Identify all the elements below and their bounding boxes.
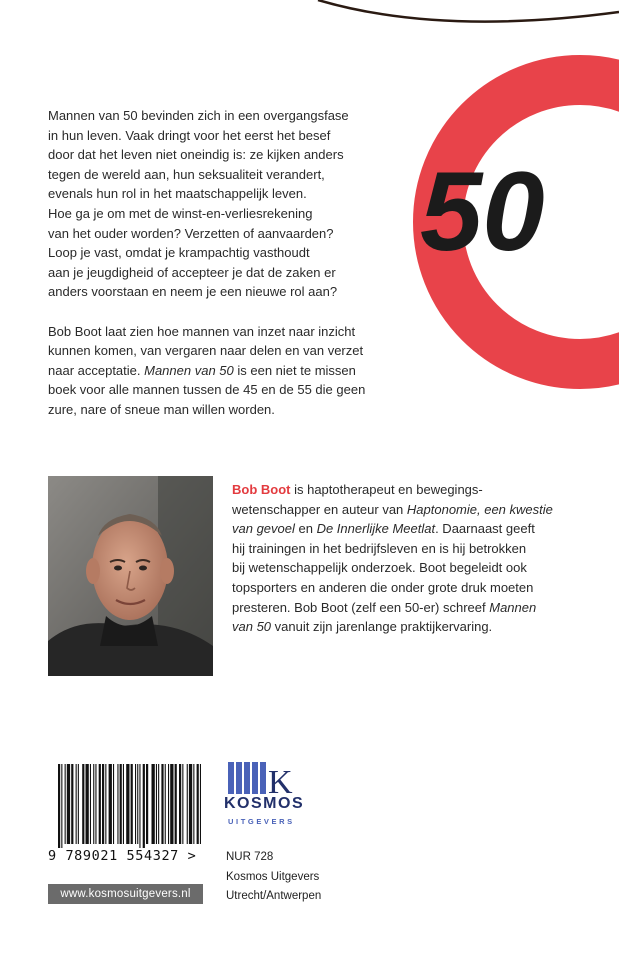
bio-text: wetenschapper en auteur van <box>232 501 407 517</box>
blurb-line: in hun leven. Vaak dringt voor het eerst het besef <box>48 127 331 143</box>
barcode-bar <box>99 764 101 844</box>
barcode-bar <box>197 764 199 844</box>
book-title-italic: van 50 <box>232 619 272 635</box>
barcode-bar <box>170 764 173 844</box>
barcode-bar <box>168 764 169 844</box>
barcode-bar <box>105 764 106 844</box>
barcode-bar <box>143 764 145 848</box>
isbn-digits: 9 789021 554327 > <box>48 848 213 864</box>
barcode-bar <box>120 764 122 844</box>
barcode-bar <box>67 764 70 844</box>
blurb-line: boek voor alle mannen tussen de 45 en de 55 die geen <box>48 382 366 398</box>
bio-line <box>232 500 572 520</box>
publisher-subtitle-logo: UITGEVERS <box>228 817 295 826</box>
barcode-bar <box>86 764 89 844</box>
blurb-line: Bob Boot laat zien hoe mannen van inzet naar inzicht <box>48 323 356 339</box>
barcode-bar <box>71 764 73 844</box>
barcode-bar <box>131 764 133 844</box>
author-name: Bob Boot <box>232 482 291 497</box>
bio-line: topsporters en anderen die onder grote druk moeten <box>232 579 534 595</box>
book-title-italic: van gevoel <box>232 521 295 537</box>
imprint <box>226 848 321 907</box>
book-title-italic: De Innerlijke Meetlat <box>316 521 436 537</box>
bio-text: is haptotherapeut en bewegings- <box>290 482 483 497</box>
barcode-bar <box>175 764 177 844</box>
blurb-line: aan je jeugdigheid of accepteer je dat de zaken er <box>48 264 336 280</box>
blurb-line: Loop je vast, omdat je krampachtig vasthoudt <box>48 245 310 261</box>
barcode-bar <box>158 764 159 844</box>
blurb-line: zure, nare of sneue man willen worden. <box>48 401 275 417</box>
blurb-line: kunnen komen, van vergaren naar delen en van verzet <box>48 343 364 359</box>
barcode-bar <box>179 764 181 844</box>
barcode-bar <box>78 764 79 844</box>
barcode-bar <box>139 764 140 848</box>
barcode-bar <box>123 764 124 844</box>
barcode-bar <box>189 764 192 844</box>
barcode-bar <box>165 764 166 844</box>
bio-line: hij trainingen in het bedrijfsleven en is hij betrokken <box>232 540 527 556</box>
barcode-bar <box>182 764 183 844</box>
barcode-bar <box>126 764 129 844</box>
barcode-bar <box>117 764 118 844</box>
blurb-paragraph-1 <box>48 106 388 302</box>
barcode-bar <box>200 764 201 844</box>
barcode-bar <box>65 764 66 844</box>
barcode-bar <box>146 764 148 844</box>
blurb-line: tegen de wereld aan, hun seksualiteit verandert, <box>48 166 325 182</box>
logo-letter: K <box>268 764 293 801</box>
barcode-bar <box>90 764 91 844</box>
back-cover-blurb <box>48 106 388 439</box>
barcode-bar <box>152 764 155 844</box>
barcode-bar <box>135 764 136 844</box>
bio-text: . Daarnaast geeft <box>435 521 535 537</box>
book-title-italic: Mannen <box>489 599 537 615</box>
imprint-location: Utrecht/Antwerpen <box>226 890 322 902</box>
barcode-bar <box>76 764 77 844</box>
author-photo <box>48 476 213 676</box>
hanging-wire <box>318 0 619 22</box>
blurb-line: Mannen van 50 bevinden zich in een overgangsfase <box>48 108 349 123</box>
bio-text: vanuit zijn jarenlange praktijkervaring. <box>271 619 493 635</box>
barcode-bar <box>187 764 188 844</box>
bio-line: bij wetenschappelijk onderzoek. Boot begeleidt ook <box>232 560 527 576</box>
publisher-name-logo: KOSMOS <box>224 795 305 812</box>
barcode-bar <box>156 764 157 844</box>
barcode-bar <box>61 764 62 848</box>
bio-line <box>232 617 572 637</box>
bio-line <box>232 598 572 618</box>
publisher-website: www.kosmosuitgevers.nl <box>48 884 203 904</box>
barcode-bar <box>95 764 96 844</box>
barcode-bar <box>161 764 163 844</box>
bio-text: presteren. Bob Boot (zelf een 50-er) schreef <box>232 599 490 615</box>
nur-code: NUR 728 <box>226 851 274 863</box>
barcode-bar <box>137 764 138 844</box>
blurb-line <box>48 361 388 381</box>
imprint-publisher: Kosmos Uitgevers <box>226 870 320 883</box>
barcode-bar <box>102 764 104 844</box>
barcode-bar <box>93 764 94 844</box>
book-title-italic: Haptonomie, een kwestie <box>406 501 553 517</box>
blurb-line: Hoe ga je om met de winst-en-verliesrekening <box>48 205 313 221</box>
blurb-text: is een niet te missen <box>233 362 356 378</box>
blurb-line: van het ouder worden? Verzetten of aanvaarden? <box>48 225 334 241</box>
barcode-bar <box>113 764 114 844</box>
bio-line <box>232 519 572 539</box>
blurb-text: naar acceptatie. <box>48 362 145 378</box>
bio-line <box>232 480 572 500</box>
book-title-italic: Mannen van 50 <box>144 362 234 378</box>
author-bio <box>232 480 572 637</box>
barcode-bar <box>82 764 84 844</box>
sign-number: 50 <box>420 149 545 274</box>
blurb-line: door dat het leven niet oneindig is: ze kijken anders <box>48 147 344 163</box>
barcode-bar <box>193 764 194 844</box>
bio-text: en <box>294 521 317 537</box>
blurb-line: evenals hun rol in het maatschappelijk leven. <box>48 186 307 202</box>
barcode-bar <box>109 764 112 844</box>
blurb-paragraph-2 <box>48 322 388 420</box>
barcode-bar <box>58 764 60 848</box>
blurb-line: anders voorstaan en neem je een nieuwe rol aan? <box>48 284 338 300</box>
